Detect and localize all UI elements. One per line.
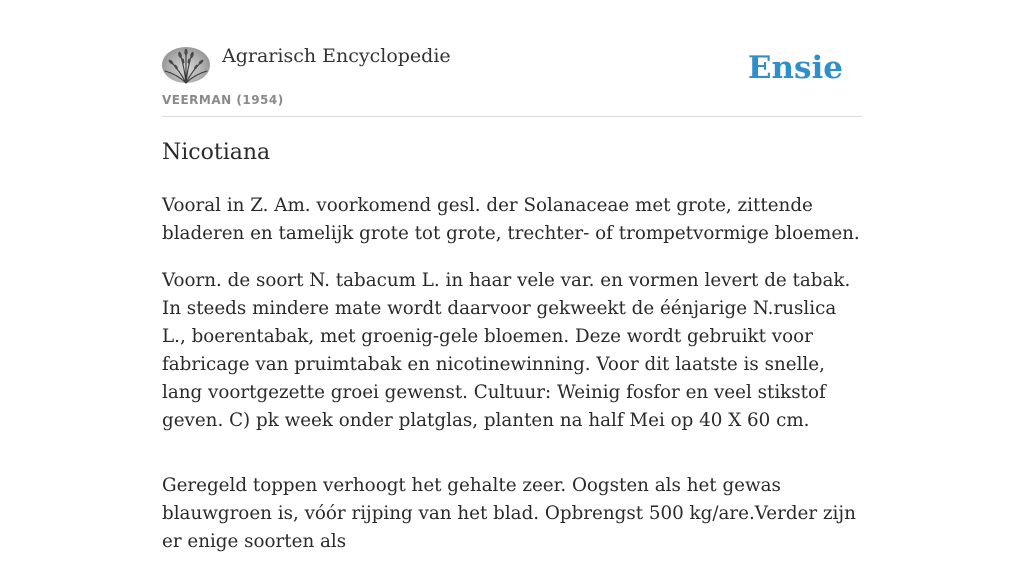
article-body: [162, 192, 862, 575]
wheat-engraving-icon: [162, 47, 210, 83]
article-title: Nicotiana: [162, 140, 271, 165]
paragraph: Voorn. de soort N. tabacum L. in haar vele var. en vormen levert de tabak. In steeds mindere mate wordt daarvoor gekweekt de éénjarige N.ruslica L., boerentabak, met groenig-gele bloemen. Deze wordt gebruikt voor fabricage van pruimtabak en nicotinewinning. Voor dit laatste is snelle, lang voortgezette groei gewenst. Cultuur: Weinig fosfor en veel stikstof geven. C) pk week onder platglas, planten na half Mei op 40 X 60 cm.: [162, 270, 851, 431]
publication-edition: VEERMAN (1954): [162, 93, 284, 107]
publication-title[interactable]: Agrarisch Encyclopedie: [222, 45, 451, 67]
paragraph: Geregeld toppen verhoogt het gehalte zeer. Oogsten als het gewas blauwgroen is, vóór rijping van het blad. Opbrengst 500 kg/are.Verder zijn er enige soorten als: [162, 475, 856, 552]
paragraph: Vooral in Z. Am. voorkomend gesl. der Solanaceae met grote, zittende bladeren en tamelijk grote tot grote, trechter- of trompetvormige bloemen.: [162, 195, 860, 244]
brand-logo[interactable]: Ensie: [747, 50, 843, 86]
publication-header: [162, 0, 862, 117]
page: [162, 0, 862, 552]
